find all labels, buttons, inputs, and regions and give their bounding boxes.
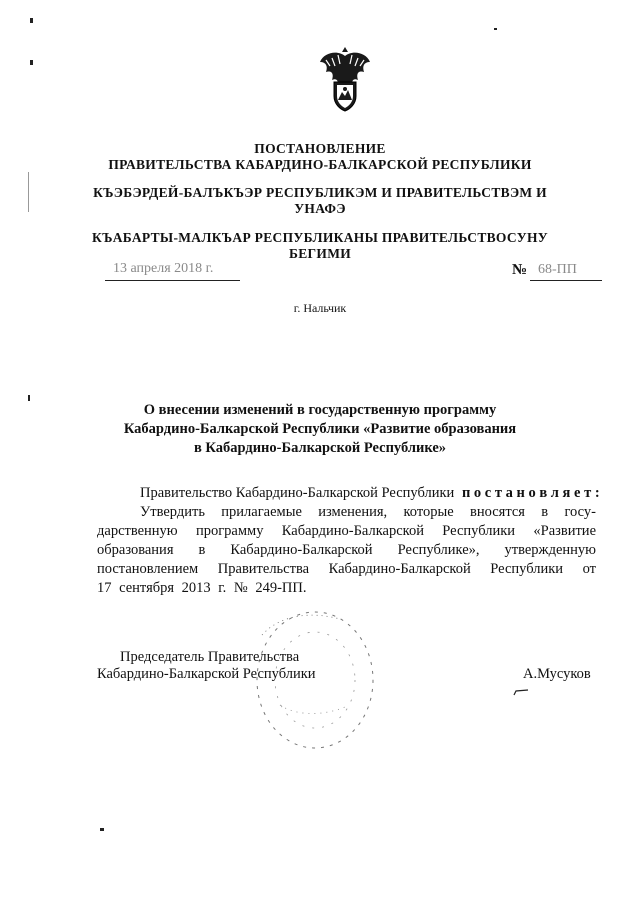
number-sign: № <box>512 262 528 278</box>
intro-text: Правительство Кабардино-Балкарской Республики <box>140 485 455 501</box>
scan-mark <box>28 395 30 401</box>
issuer-title-kabardian-line1: КЪЭБЭРДЕЙ-БАЛЪКЪЭР РЕСПУБЛИКЭМ И ПРАВИТЕЛЬСТВЭМ И <box>93 185 547 200</box>
subject-line3: в Кабардино-Балкарской Республике» <box>193 440 447 456</box>
body-intro <box>140 484 600 503</box>
subject-line2: Кабардино-Балкарской Республики «Развитие образования <box>123 421 517 437</box>
document-title: ПОСТАНОВЛЕНИЕ <box>254 141 386 156</box>
document-number: 68-ПП <box>538 262 577 277</box>
body-line5: 17 сентября 2013 г. № 249-ПП. <box>97 580 307 596</box>
signatory-position-line2: Кабардино-Балкарской Республики <box>97 666 316 682</box>
body-line4: постановлением Правительства Кабардино-Балкарской Республики от <box>97 561 596 577</box>
body-line3: образования в Кабардино-Балкарской Республике», утвержденную <box>97 542 596 558</box>
issuer-title-kabardian-line2: УНАФЭ <box>294 201 346 216</box>
date-field <box>105 261 240 281</box>
body-line2: дарственную программу Кабардино-Балкарской Республики «Развитие <box>97 523 596 539</box>
subject-line1: О внесении изменений в государственную программу <box>143 402 497 418</box>
signatory-name: А.Мусуков <box>523 666 591 682</box>
issuer-title-balkar-line2: БЕГИМИ <box>288 246 352 261</box>
city: г. Нальчик <box>293 301 347 315</box>
scan-mark <box>30 18 33 23</box>
coat-of-arms-icon <box>316 46 374 112</box>
scan-mark <box>494 28 497 30</box>
document-date: 13 апреля 2018 г. <box>113 261 214 276</box>
body-line1: Утвердить прилагаемые изменения, которые вносятся в госу- <box>140 504 596 520</box>
signatory-position-line1: Председатель Правительства <box>120 649 300 665</box>
scan-mark <box>30 60 33 65</box>
signature-mark <box>512 684 532 692</box>
issuer-title-russian: ПРАВИТЕЛЬСТВА КАБАРДИНО-БАЛКАРСКОЙ РЕСПУБЛИКИ <box>108 157 532 172</box>
resolves-text: п о с т а н о в л я е т : <box>461 485 600 501</box>
scan-mark <box>100 828 104 831</box>
issuer-title-balkar-line1: КЪАБАРТЫ-МАЛКЪАР РЕСПУБЛИКАНЫ ПРАВИТЕЛЬСТВОСУНУ <box>92 230 548 245</box>
number-field <box>512 262 602 281</box>
